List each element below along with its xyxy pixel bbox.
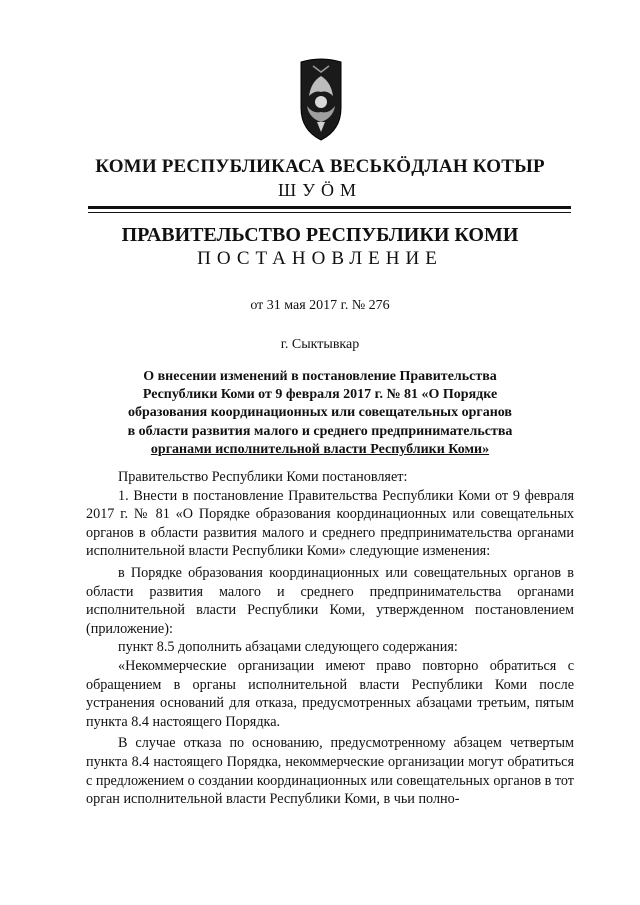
body-paragraph: пункт 8.5 дополнить абзацами следующего содержания: — [118, 639, 458, 656]
document-date-number: от 31 мая 2017 г. № 276 — [250, 298, 390, 313]
document-title-line: в области развития малого и среднего предпринимательства — [127, 423, 513, 439]
document-body — [86, 468, 574, 809]
body-paragraph: 1. Внести в постановление Правительства Республики Коми от 9 февраля 2017 г. № 81 «О Порядке образования координационных или совещательных органов в области развития малого и среднего предпринимательства органами исполнительной власти Республики Коми» следующие изменения: — [86, 487, 574, 560]
document-title — [110, 368, 530, 459]
body-paragraph: «Некоммерческие организации имеют право повторно обратиться с обращением в органы исполнительной власти Республики Коми после устранения оснований для отказа, предусмотренных абзацами третьим, пятым пункта 8.4 настоящего Порядка. — [86, 657, 574, 730]
document-title-line: Республики Коми от 9 февраля 2017 г. № 81 «О Порядке — [142, 387, 498, 403]
komi-header-title: КОМИ РЕСПУБЛИКАСА ВЕСЬКӦДЛАН КОТЫР — [95, 156, 545, 177]
document-title-line — [110, 441, 530, 459]
header-divider-thick — [88, 206, 571, 209]
document-title-line: О внесении изменений в постановление Правительства — [143, 369, 497, 384]
komi-header-subtitle: ШУӦМ — [278, 180, 362, 200]
government-header-title: ПРАВИТЕЛЬСТВО РЕСПУБЛИКИ КОМИ — [121, 224, 519, 246]
header-divider-thin — [88, 212, 571, 213]
body-paragraph: в Порядке образования координационных или совещательных органов в области развития малого и среднего предпринимательства органами исполнительной власти Республики Коми, утвержденном постановлением (приложение): — [86, 564, 574, 637]
body-paragraph: Правительство Республики Коми постановляет: — [118, 469, 408, 485]
document-city: г. Сыктывкар — [280, 337, 360, 352]
coat-of-arms-icon — [297, 56, 345, 142]
document-title-line: образования координационных или совещательных органов — [128, 405, 512, 421]
body-paragraph: В случае отказа по основанию, предусмотренному абзацем четвертым пункта 8.4 настоящего Порядка, некоммерческие организации могут обратиться с предложением о создании координационных или совещательных органов в тот орган исполнительной власти Республики Коми, в чьи полно- — [86, 735, 574, 808]
government-header-subtitle: ПОСТАНОВЛЕНИЕ — [197, 248, 443, 269]
document-title-underlined-line: органами исполнительной власти Республики Коми» — [150, 441, 490, 457]
